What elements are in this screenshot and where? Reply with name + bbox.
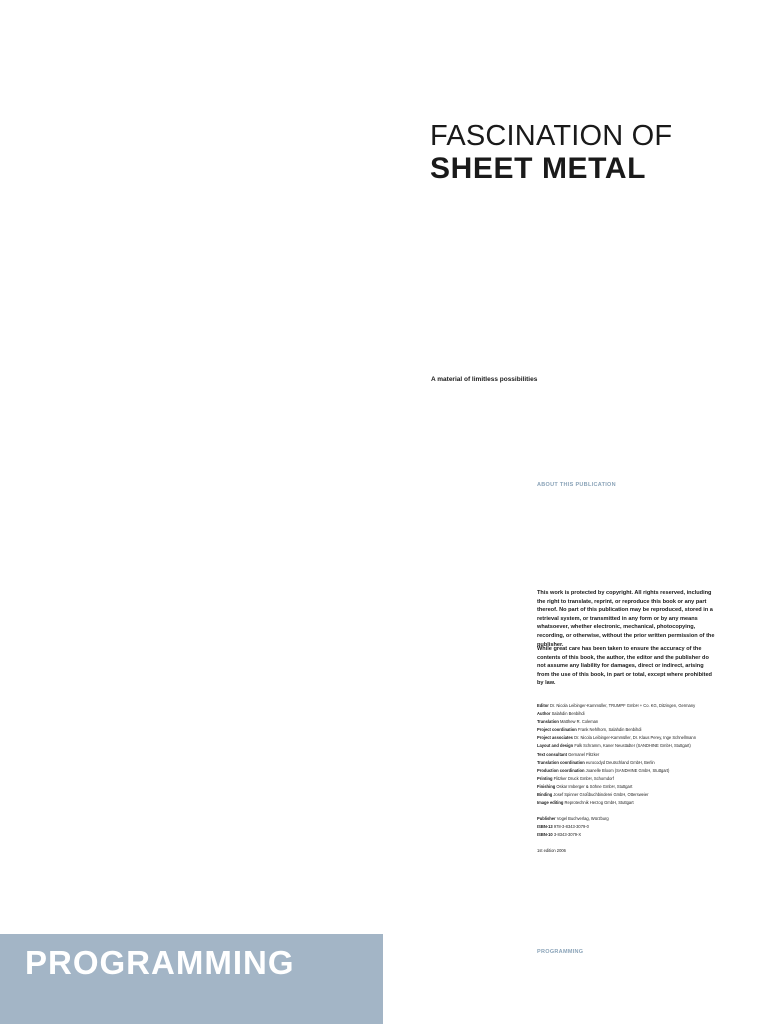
credit-line <box>537 710 737 718</box>
credit-value: Vogel Buchverlag, Würzburg <box>556 815 609 821</box>
credit-value: Joanelle Bloom (SANDHINE GmbH, Stuttgart) <box>585 767 670 773</box>
credit-label: Translation <box>537 719 559 725</box>
credit-value: Josef Spinner Großbuchbinderei GmbH, Ottersweier <box>553 792 649 798</box>
credit-value: Frank Nehlhorn, Salahdin Benbihdi <box>577 727 642 733</box>
credit-value: Gernanel Flitzker <box>568 751 600 757</box>
title-line-1: FASCINATION OF <box>430 120 673 152</box>
programming-label: PROGRAMMING <box>537 949 584 955</box>
credit-value: 1st edition 2006 <box>537 847 566 853</box>
credit-label: Image editing <box>537 800 564 806</box>
copyright-paragraph-1: This work is protected by copyright. All rights reserved, including the right to translate, reprint, or reproduce this book or any part thereof. No part of this publication may be reproduced, stored in a retrieval system, or transmitted in any form or by any means whatsoever, whether electronic, mechanical, photocopying, recording, or otherwise, without the prior written permission of the publisher. <box>537 590 715 648</box>
credit-value: Matthew R. Coleman <box>559 719 599 725</box>
credit-value: Flitzker Druck GmbH, Schorndorf <box>553 775 614 781</box>
credit-line <box>537 718 737 726</box>
credit-line <box>537 734 737 742</box>
credit-line <box>537 742 737 750</box>
programming-banner <box>0 934 383 1024</box>
credit-line <box>537 783 737 791</box>
credit-label: Author <box>537 711 551 717</box>
credit-value: 3-8343-3079-X <box>553 831 582 837</box>
credit-label: Publisher <box>537 815 556 821</box>
credit-label: ISBN-13 <box>537 823 553 829</box>
subtitle: A material of limitless possibilities <box>431 376 538 383</box>
about-publication-label: ABOUT THIS PUBLICATION <box>537 482 616 488</box>
banner-text: PROGRAMMING <box>25 944 295 981</box>
credit-line <box>537 847 737 855</box>
credit-label: Text consultant <box>537 751 567 757</box>
credit-label: Project coordination <box>537 727 577 733</box>
credit-line <box>537 799 737 807</box>
credit-line <box>537 759 737 767</box>
credit-label: ISBN-10 <box>537 831 553 837</box>
credit-value: Salahdin Benbihdi <box>551 711 585 717</box>
credits-list <box>537 702 737 855</box>
credit-label: Production coordination <box>537 767 585 773</box>
copyright-paragraph-2: While great care has been taken to ensure the accuracy of the contents of this book, the author, the editor and the publisher do not assume any liability for damages, direct or indirect, arising from the use of this book, in part or total, except where prohibited by law. <box>537 646 712 687</box>
credit-value: Dr. Nicola Leibinger-Kammüller, Dr. Klaus Perey, Inge Schnellmann <box>574 735 696 741</box>
credit-line <box>537 702 737 710</box>
credit-value: eurocodyd Deutschland GmbH, Berlin <box>585 759 655 765</box>
credit-label: Project associates <box>537 735 573 741</box>
credit-label: Finishing <box>537 783 556 789</box>
credit-label: Editor <box>537 703 549 708</box>
credit-label: Layout and design <box>537 743 574 749</box>
credit-value: 978-3-8343-3079-0 <box>553 823 589 829</box>
credit-line <box>537 791 737 799</box>
credit-line <box>537 831 737 839</box>
credit-line <box>537 823 737 831</box>
credit-value: Falk Schramm, Kaner Neustädter (SANDHINE GmbH, Stuttgart) <box>574 743 691 749</box>
credit-value: Reprotechnik Herzog GmbH, Stuttgart <box>564 800 634 806</box>
credit-line <box>537 751 737 759</box>
credit-line <box>537 775 737 783</box>
credit-label: Binding <box>537 792 553 798</box>
credit-line <box>537 815 737 823</box>
credit-line <box>537 726 737 734</box>
credit-line <box>537 767 737 775</box>
title-line-2: SHEET METAL <box>430 152 647 185</box>
credit-value: Dr. Nicola Leibinger-Kammüller, TRUMPF GmbH + Co. KG, Ditzingen, Germany <box>549 703 696 708</box>
credit-label: Printing <box>537 775 553 781</box>
credit-label: Translation coordination <box>537 759 585 765</box>
credit-value: Oskar Imberger & Söhne GmbH, Stuttgart <box>556 783 633 789</box>
